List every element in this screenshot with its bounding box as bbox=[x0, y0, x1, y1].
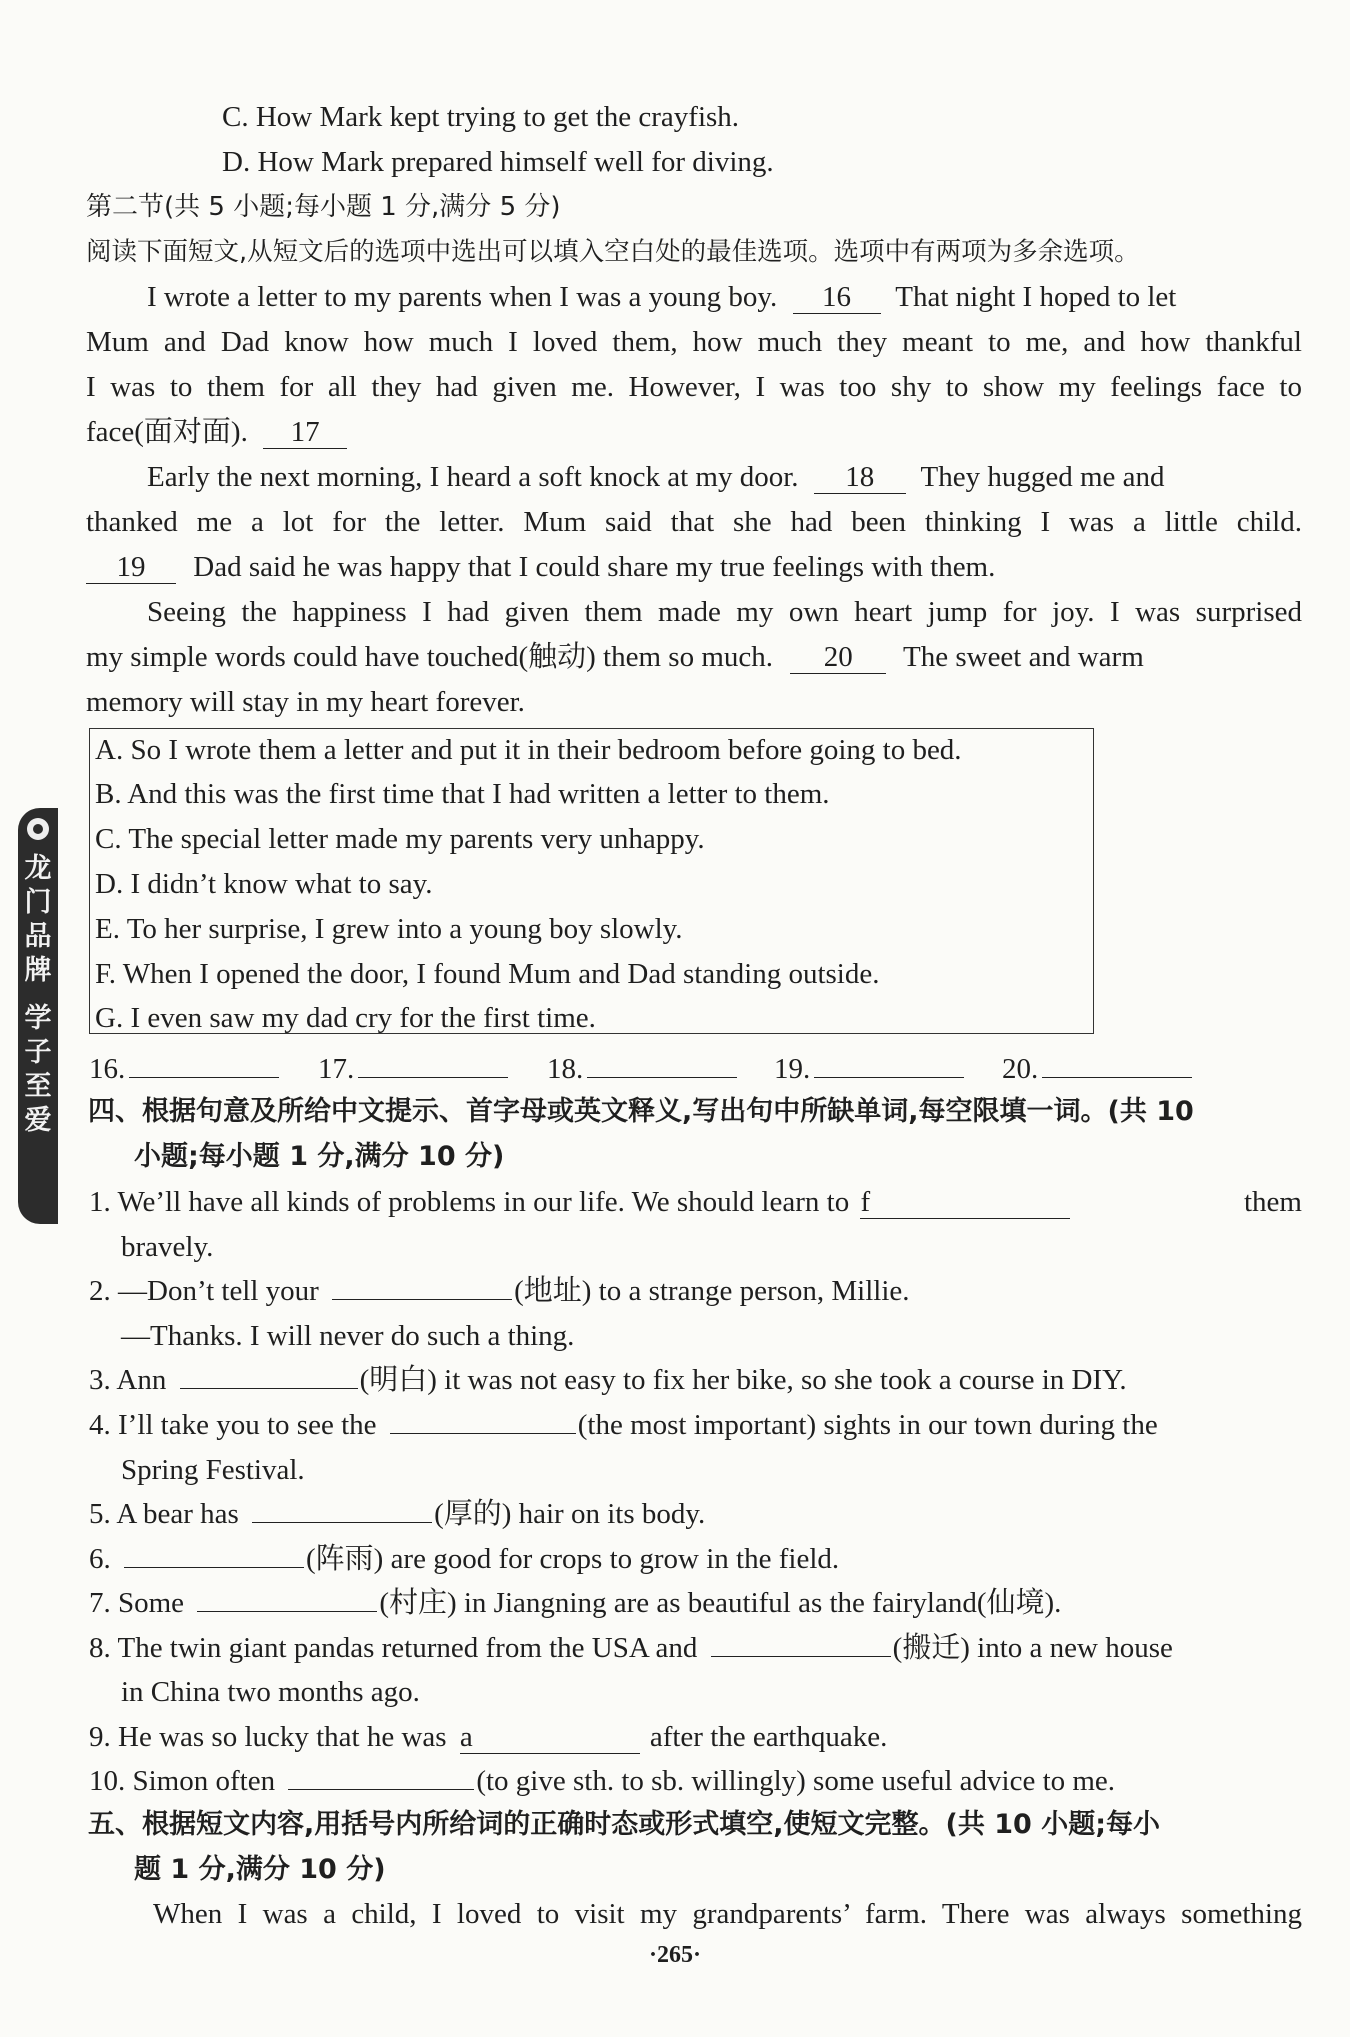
brand-slogan: 学子至爱 bbox=[24, 1003, 52, 1136]
option-item: G. I even saw my dad cry for the first time. bbox=[95, 1002, 596, 1034]
passage-line: my simple words could have touched(触动) them so much. 20 The sweet and warm bbox=[86, 641, 1144, 673]
question-1-blank[interactable]: f bbox=[860, 1186, 1070, 1219]
question-8: 8. The twin giant pandas returned from the USA and (搬迁) into a new house bbox=[89, 1632, 1173, 1664]
passage-line: memory will stay in my heart forever. bbox=[86, 686, 525, 718]
blank-16[interactable]: 16 bbox=[793, 281, 881, 314]
question-5: 5. A bear has (厚的) hair on its body. bbox=[89, 1498, 706, 1530]
answer-blank-19[interactable] bbox=[814, 1077, 964, 1078]
option-item: D. I didn’t know what to say. bbox=[95, 868, 433, 900]
question-10-blank[interactable] bbox=[288, 1789, 474, 1790]
answer-blank-20[interactable] bbox=[1042, 1077, 1192, 1078]
question-3-blank[interactable] bbox=[180, 1388, 358, 1389]
section4-heading-cont: 小题;每小题 1 分,满分 10 分) bbox=[134, 1141, 505, 1172]
passage-line: 19 Dad said he was happy that I could share my true feelings with them. bbox=[86, 547, 995, 587]
answer-18: 18. bbox=[547, 1049, 737, 1089]
option-item: A. So I wrote them a letter and put it in their bedroom before going to bed. bbox=[95, 734, 962, 766]
answer-blank-17[interactable] bbox=[358, 1077, 508, 1078]
page-number: ·265· bbox=[648, 1942, 701, 1968]
question-2-blank[interactable] bbox=[332, 1299, 512, 1300]
option-item: C. The special letter made my parents very unhappy. bbox=[95, 823, 705, 855]
blank-17[interactable]: 17 bbox=[263, 416, 347, 449]
question-4-cont: Spring Festival. bbox=[121, 1454, 305, 1486]
answer-19: 19. bbox=[774, 1049, 964, 1089]
question-6: 6. (阵雨) are good for crops to grow in the field. bbox=[89, 1543, 840, 1575]
blank-20[interactable]: 20 bbox=[790, 641, 886, 674]
section2-instruction: 阅读下面短文,从短文后的选项中选出可以填入空白处的最佳选项。选项中有两项为多余选项。 bbox=[86, 237, 1140, 267]
answer-blank-16[interactable] bbox=[129, 1077, 279, 1078]
passage-line: face(面对面). 17 bbox=[86, 412, 347, 452]
question-4-blank[interactable] bbox=[390, 1433, 576, 1434]
question-8-cont: in China two months ago. bbox=[121, 1676, 420, 1708]
answer-20: 20. bbox=[1002, 1049, 1192, 1089]
question-9-blank[interactable]: a bbox=[460, 1721, 640, 1754]
question-8-blank[interactable] bbox=[711, 1656, 891, 1657]
blank-18[interactable]: 18 bbox=[814, 461, 906, 494]
passage-line: Early the next morning, I heard a soft knock at my door. 18 They hugged me and bbox=[147, 461, 1165, 493]
question-1: 1. We’ll have all kinds of problems in our life. We should learn to f them bbox=[89, 1186, 1302, 1218]
section2-heading: 第二节(共 5 小题;每小题 1 分,满分 5 分) bbox=[86, 192, 561, 222]
passage-line: I wrote a letter to my parents when I was a young boy. 16 That night I hoped to let bbox=[147, 281, 1177, 313]
section5-heading: 五、根据短文内容,用括号内所给词的正确时态或形式填空,使短文完整。(共 10 小题;每小 bbox=[88, 1809, 1161, 1840]
question-4: 4. I’ll take you to see the (the most important) sights in our town during the bbox=[89, 1409, 1158, 1441]
passage-line: Mum and Dad know how much I loved them, how much they meant to me, and how thankful bbox=[86, 326, 1302, 358]
option-item: B. And this was the first time that I had written a letter to them. bbox=[95, 778, 830, 810]
option-d: D. How Mark prepared himself well for diving. bbox=[222, 146, 774, 178]
option-item: F. When I opened the door, I found Mum and Dad standing outside. bbox=[95, 958, 880, 990]
question-7: 7. Some (村庄) in Jiangning are as beautiful as the fairyland(仙境). bbox=[89, 1587, 1062, 1619]
section5-heading-cont: 题 1 分,满分 10 分) bbox=[134, 1854, 386, 1885]
answer-17: 17. bbox=[318, 1049, 508, 1089]
question-9: 9. He was so lucky that he was a after the earthquake. bbox=[89, 1721, 888, 1753]
question-6-blank[interactable] bbox=[124, 1567, 304, 1568]
passage-line: I was to them for all they had given me. However, I was too shy to show my feelings face to bbox=[86, 371, 1302, 403]
answer-16: 16. bbox=[89, 1049, 279, 1089]
question-1-cont: bravely. bbox=[121, 1231, 214, 1263]
blank-19[interactable]: 19 bbox=[86, 551, 176, 584]
answer-blank-18[interactable] bbox=[587, 1077, 737, 1078]
passage-line: When I was a child, I loved to visit my grandparents’ farm. There was always something bbox=[153, 1898, 1302, 1930]
question-2-reply: —Thanks. I will never do such a thing. bbox=[121, 1320, 575, 1352]
question-7-blank[interactable] bbox=[197, 1611, 377, 1612]
passage-line: thanked me a lot for the letter. Mum said that she had been thinking I was a little child. bbox=[86, 506, 1302, 538]
option-c: C. How Mark kept trying to get the crayfish. bbox=[222, 101, 740, 133]
option-item: E. To her surprise, I grew into a young boy slowly. bbox=[95, 913, 683, 945]
brand-name: 龙门品牌 bbox=[24, 853, 52, 986]
question-5-blank[interactable] bbox=[252, 1522, 432, 1523]
question-3: 3. Ann (明白) it was not easy to fix her bike, so she took a course in DIY. bbox=[89, 1364, 1127, 1396]
brand-dot-icon bbox=[27, 818, 49, 840]
question-2: 2. —Don’t tell your (地址) to a strange person, Millie. bbox=[89, 1275, 910, 1307]
brand-text bbox=[18, 852, 58, 1138]
passage-line: Seeing the happiness I had given them made my own heart jump for joy. I was surprised bbox=[147, 596, 1302, 628]
section4-heading: 四、根据句意及所给中文提示、首字母或英文释义,写出句中所缺单词,每空限填一词。(共 10 bbox=[88, 1096, 1194, 1127]
question-10: 10. Simon often (to give sth. to sb. willingly) some useful advice to me. bbox=[89, 1765, 1116, 1797]
